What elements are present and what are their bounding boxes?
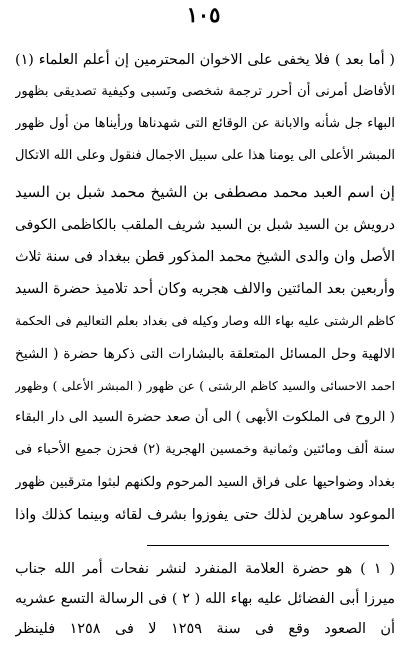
body-line: إن اسم العبد محمد مصطفى بن الشيخ محمد شبل بن السيد — [15, 183, 395, 201]
body-line: درويش بن السيد شبل بن السيد شريف الملقب بالكاظمى الكوفى — [15, 217, 395, 233]
body-line: الالهية وحل المسائل المتعلقة بالبشارات التى ذكرها حضرة ( الشيخ — [15, 346, 395, 362]
body-line: احمد الاحسائى والسيد كاظم الرشتى ) عن ظهور ( المبشر الأعلى ) وظهور — [15, 379, 395, 393]
body-line: ( أما بعد ) فلا يخفى على الاخوان المحترمين إن أعلم العلماء (١) — [15, 52, 395, 68]
body-line: الموعود ساهرين لذلك حتى يفوزوا بشرف لقائه وبينما كذلك واذا — [15, 507, 395, 523]
footnote-line: ( ١ ) هو حضرة العلامة المنفرد لنشر نفحات أمر الله جناب — [15, 561, 395, 577]
body-line: الأفاضل أمرنى أن أحرر ترجمة شخصى ونَسبى وكيفية تصديقى بظهور — [15, 84, 395, 99]
body-line: وأربعين بعد المائتين والالف هجريه وكان أحد تلاميذ حضرة السيد — [15, 280, 395, 297]
footnote-line: أن الصعود وقع فى سنة ١٢٥٩ لا فى ١٢٥٨ فلينظر — [15, 621, 395, 637]
body-line: كاظم الرشتى عليه بهاء الله وصار وكيله فى بغداد بعلم التعاليم فى الحكمة — [15, 313, 395, 328]
body-line: الأصل وان والدى الشيخ محمد المذكور قطن ببغداد فى سنة ثلاث — [15, 249, 395, 265]
body-line: المبشر الأعلى الى يومنا هذا على سبيل الاجمال فنقول وعلى الله الاتكال — [15, 148, 395, 163]
body-line: بغداد وضواحيها على فراق السيد المرحوم ولكنهم لبثوا مترقبين ظهور — [15, 475, 395, 490]
page-number: ١٠٥ — [186, 2, 221, 27]
footnote-line: ميرزا أبى الفضائل عليه بهاء الله ( ٢ ) فى الرسالة التسع عشريه — [15, 591, 395, 607]
body-line: البهاء جل شأنه والابانة عن الوقائع التى شهدناها ورأيناها من أول ظهور — [15, 116, 395, 131]
body-line: سنة ألف ومائتين وثمانية وخمسين الهجرية (٢) فحزن جميع الأحباء فى — [15, 442, 395, 457]
body-line: ( الروح فى الملكوت الأبهى ) الى أن صعد حضرة السيد الى دار البقاء — [15, 410, 395, 425]
footnote-separator — [147, 545, 389, 546]
